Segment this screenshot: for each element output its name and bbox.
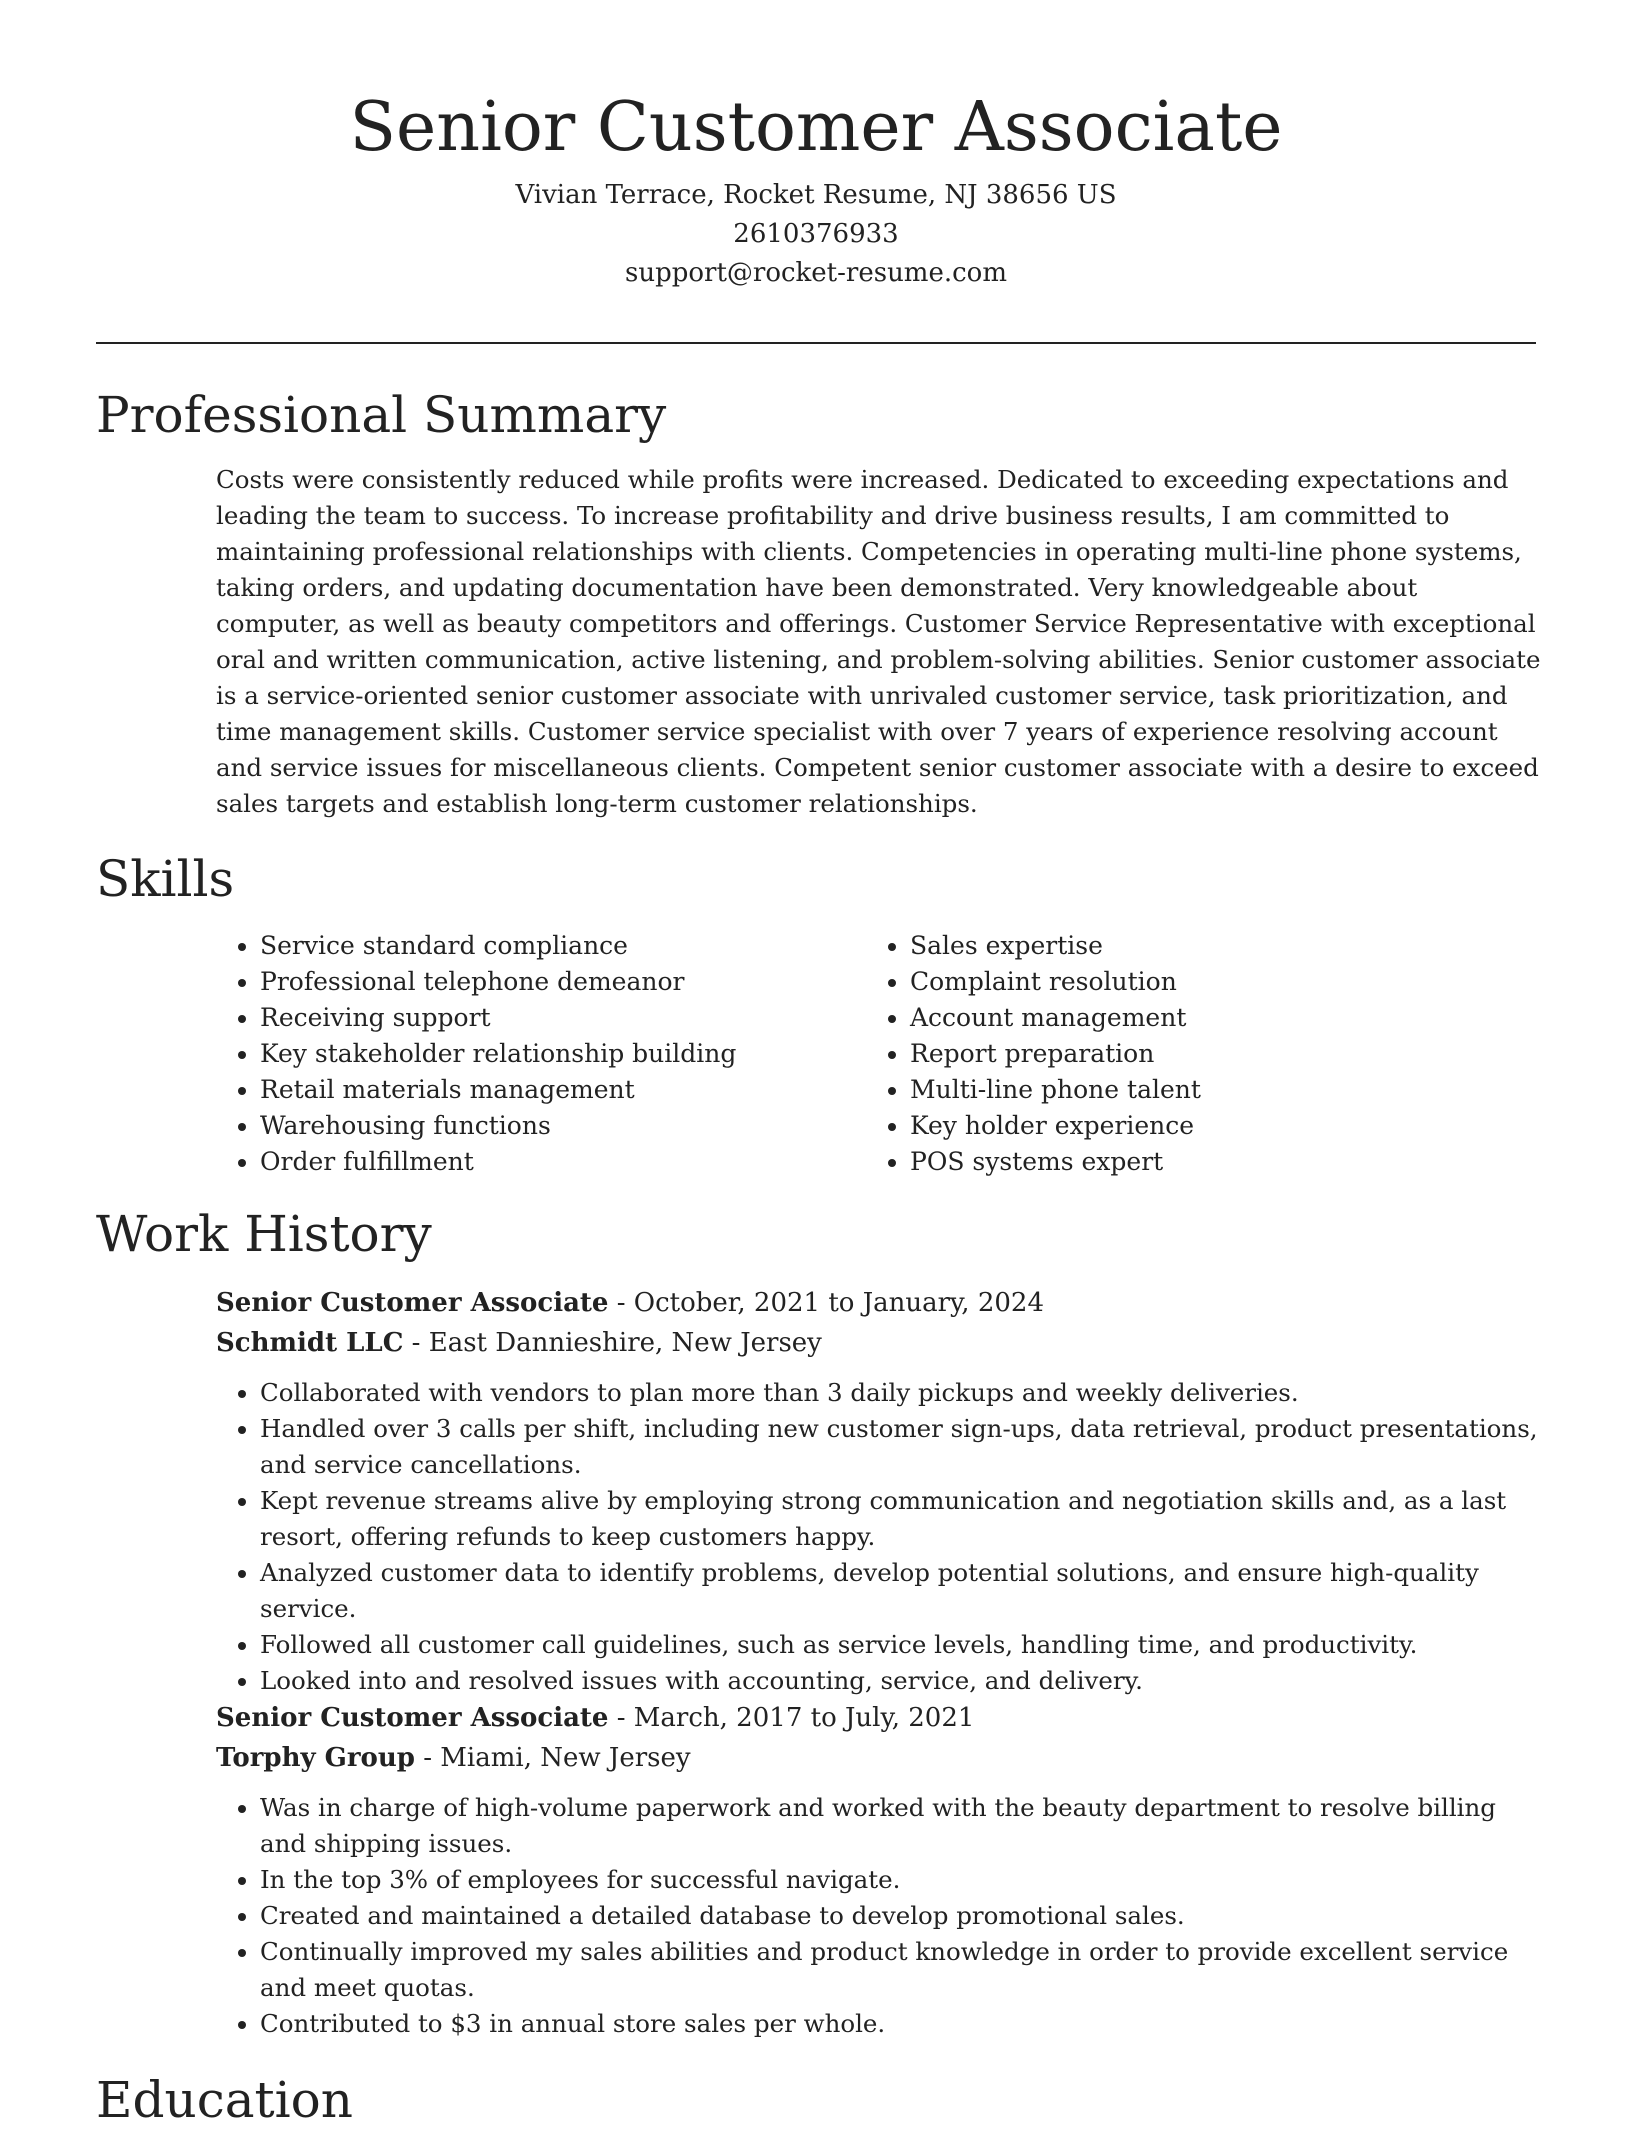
list-item: • Looked into and resolved issues with accounting, service, and delivery. <box>260 1663 1542 1699</box>
email: support@rocket-resume.com <box>624 258 1007 288</box>
job-company-line <box>216 1323 1542 1363</box>
education-heading: Education <box>96 2071 353 2129</box>
list-item: • Multi-line phone talent <box>910 1072 1516 1108</box>
skills-column-right <box>866 928 1516 1180</box>
list-item: • Receiving support <box>260 1000 866 1036</box>
list-item: • Order fulfillment <box>260 1144 866 1180</box>
list-item: • Analyzed customer data to identify problems, develop potential solutions, and ensure high-quality service. <box>260 1555 1542 1627</box>
job-entry <box>216 1698 1542 2042</box>
summary-text: Costs were consistently reduced while profits were increased. Dedicated to exceeding expectations and leading the team to success. To increase profitability and drive business results, I am committed to maintaining professional relationships with clients. Competencies in operating multi-line phone systems, taking orders, and updating documentation have been demonstrated. Very knowledgeable about computer, as well as beauty competitors and offerings. Customer Service Representative with exceptional oral and written communication, active listening, and problem-solving abilities. Senior customer associate is a service-oriented senior customer associate with unrivaled customer service, task prioritization, and time management skills. Customer service specialist with over 7 years of experience resolving account and service issues for miscellaneous clients. Competent senior customer associate with a desire to exceed sales targets and establish long-term customer relationships. <box>216 465 1541 818</box>
list-item: • Kept revenue streams alive by employing strong communication and negotiation skills and, as a last resort, offering refunds to keep customers happy. <box>260 1483 1542 1555</box>
job-dates: - October, 2021 to January, 2024 <box>608 1288 1044 1318</box>
job-location: - Miami, New Jersey <box>414 1743 691 1773</box>
work-history-heading: Work History <box>96 1205 432 1263</box>
skills-heading: Skills <box>96 850 235 908</box>
list-item: • Created and maintained a detailed database to develop promotional sales. <box>260 1898 1542 1934</box>
job-role: Senior Customer Associate <box>216 1288 609 1318</box>
skills-list <box>216 928 1536 1180</box>
list-item: • POS systems expert <box>910 1144 1516 1180</box>
list-item: • Key holder experience <box>910 1108 1516 1144</box>
candidate-name: Senior Customer Associate <box>349 88 1283 167</box>
job-bullets <box>216 1375 1542 1699</box>
list-item: • Service standard compliance <box>260 928 866 964</box>
resume-header <box>0 0 1632 293</box>
list-item: • Contributed to $3 in annual store sales per whole. <box>260 2006 1542 2042</box>
phone: 2610376933 <box>733 219 899 249</box>
list-item: • Report preparation <box>910 1036 1516 1072</box>
list-item: • Retail materials management <box>260 1072 866 1108</box>
summary-heading: Professional Summary <box>96 386 667 444</box>
list-item: • In the top 3% of employees for successful navigate. <box>260 1862 1542 1898</box>
job-company-line <box>216 1738 1542 1778</box>
list-item: • Continually improved my sales abilities and product knowledge in order to provide excellent service and meet quotas. <box>260 1934 1542 2006</box>
job-role: Senior Customer Associate <box>216 1703 609 1733</box>
list-item: • Followed all customer call guidelines, such as service levels, handling time, and productivity. <box>260 1627 1542 1663</box>
list-item: • Was in charge of high-volume paperwork and worked with the beauty department to resolve billing and shipping issues. <box>260 1790 1542 1862</box>
skills-column-left <box>216 928 866 1180</box>
job-dates: - March, 2017 to July, 2021 <box>608 1703 975 1733</box>
job-title-line <box>216 1283 1542 1323</box>
header-divider <box>96 342 1536 344</box>
list-item: • Sales expertise <box>910 928 1516 964</box>
job-company: Torphy Group <box>216 1743 415 1773</box>
list-item: • Warehousing functions <box>260 1108 866 1144</box>
job-bullets <box>216 1790 1542 2042</box>
address: Vivian Terrace, Rocket Resume, NJ 38656 US <box>515 180 1117 210</box>
list-item: • Collaborated with vendors to plan more than 3 daily pickups and weekly deliveries. <box>260 1375 1542 1411</box>
list-item: • Handled over 3 calls per shift, including new customer sign-ups, data retrieval, product presentations, and service cancellations. <box>260 1411 1542 1483</box>
job-company: Schmidt LLC <box>216 1328 404 1358</box>
list-item: • Key stakeholder relationship building <box>260 1036 866 1072</box>
list-item: • Account management <box>910 1000 1516 1036</box>
job-entry <box>216 1283 1542 1699</box>
list-item: • Professional telephone demeanor <box>260 964 866 1000</box>
job-location: - East Dannieshire, New Jersey <box>403 1328 822 1358</box>
list-item: • Complaint resolution <box>910 964 1516 1000</box>
job-title-line <box>216 1698 1542 1738</box>
